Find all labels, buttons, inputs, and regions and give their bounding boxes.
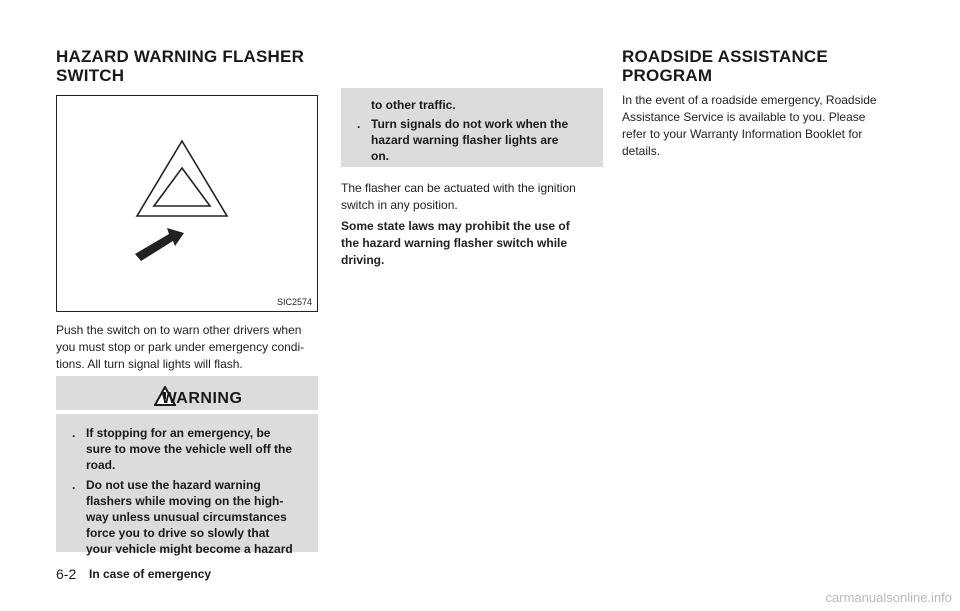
hazard-triangle-icon	[137, 141, 227, 216]
warning-title: WARNING	[161, 390, 243, 407]
text-line: tions. All turn signal lights will flash.	[56, 357, 243, 371]
state-laws-paragraph	[341, 218, 607, 269]
heading-line: HAZARD WARNING FLASHER	[56, 47, 305, 66]
warning-body	[56, 414, 318, 556]
section-heading-roadside-assistance	[622, 47, 892, 85]
text-line: on.	[371, 149, 389, 163]
text-line: In the event of a roadside emergency, Roadside	[622, 93, 877, 107]
bullet-dot: .	[72, 478, 76, 492]
hazard-switch-figure	[56, 95, 318, 312]
text-line: way unless unusual circumstances	[86, 510, 287, 524]
text-line: details.	[622, 144, 661, 158]
page-number: 6-2	[56, 566, 77, 582]
text-line: you must stop or park under emergency condi-	[56, 340, 305, 354]
heading-line: PROGRAM	[622, 66, 713, 85]
text-line: Push the switch on to warn other drivers when	[56, 323, 302, 337]
text-line: flashers while moving on the high-	[86, 494, 284, 508]
roadside-paragraph	[622, 92, 892, 160]
text-line: your vehicle might become a hazard	[86, 542, 293, 556]
text-line: Do not use the hazard warning	[86, 478, 261, 492]
warning-continued-line: to other traffic.	[371, 98, 456, 112]
heading-line: SWITCH	[56, 66, 125, 85]
text-line: switch in any position.	[341, 198, 458, 212]
text-line: The flasher can be actuated with the ignition	[341, 181, 576, 195]
text-line: Turn signals do not work when the	[371, 117, 569, 131]
text-line: Some state laws may prohibit the use of	[341, 219, 570, 233]
text-line: road.	[86, 458, 116, 472]
text-line: If stopping for an emergency, be	[86, 426, 271, 440]
bullet-dot: .	[357, 117, 361, 131]
hazard-switch-illustration	[57, 96, 319, 313]
intro-paragraph	[56, 322, 322, 373]
text-line: refer to your Warranty Information Booklet for	[622, 127, 863, 141]
warning-body-continued	[341, 88, 603, 167]
heading-line: ROADSIDE ASSISTANCE	[622, 47, 828, 66]
text-line: hazard warning flasher lights are	[371, 133, 559, 147]
text-line: driving.	[341, 253, 385, 267]
press-arrow-icon	[135, 228, 184, 261]
figure-caption: SIC2574	[276, 297, 312, 307]
section-heading-hazard-flasher	[56, 47, 326, 85]
text-line: Assistance Service is available to you. Please	[622, 110, 866, 124]
bullet-dot: .	[72, 426, 76, 440]
watermark: carmanualsonline.info	[825, 590, 952, 605]
text-line: sure to move the vehicle well off the	[86, 442, 293, 456]
text-line: force you to drive so slowly that	[86, 526, 270, 540]
warning-header	[56, 376, 318, 410]
footer-section-title: In case of emergency	[89, 567, 212, 581]
text-line: the hazard warning flasher switch while	[341, 236, 568, 250]
flasher-paragraph	[341, 180, 607, 214]
